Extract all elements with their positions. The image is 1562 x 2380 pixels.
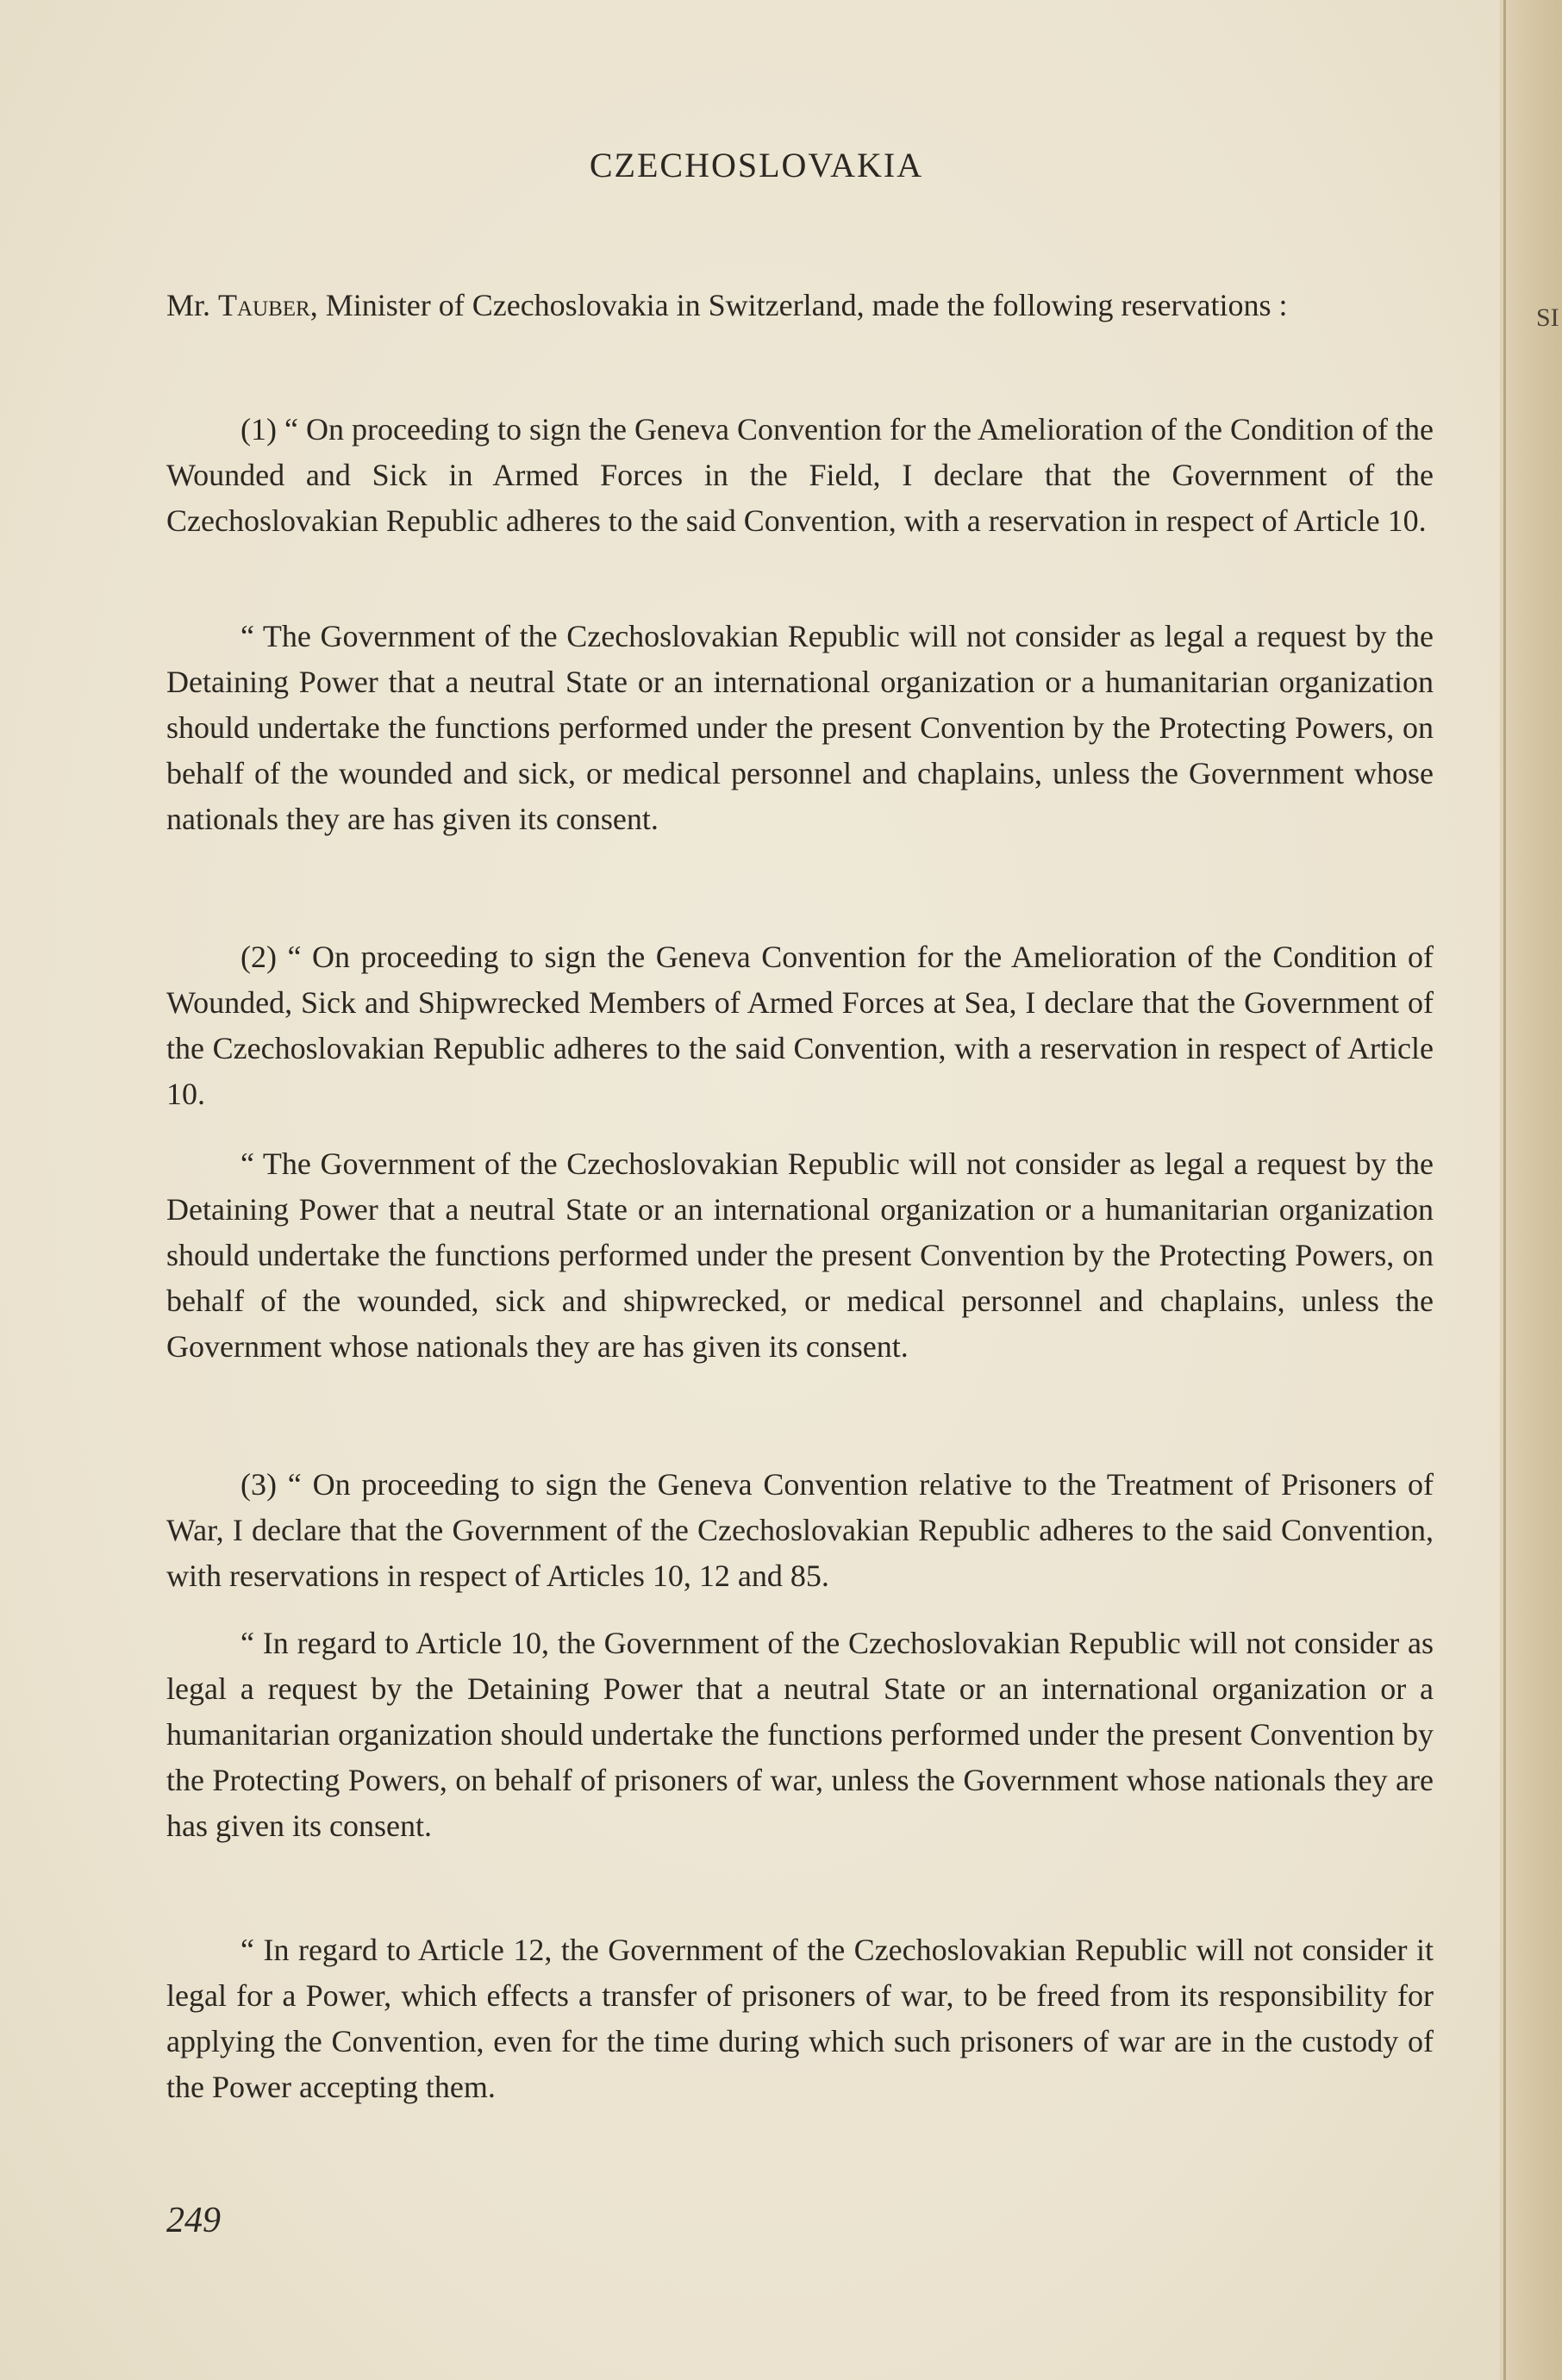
page-fold-line	[1503, 0, 1506, 2380]
intro-rest: , Minister of Czechoslovakia in Switzerland, made the following reservations :	[309, 288, 1288, 322]
reservation-2-detail-paragraph: “ The Government of the Czechoslovakian Republic will not consider as legal a request by the Detaining Power that a neutral State or an international organization or a humanitarian organization should undertake the functions performed under the present Convention by the Protecting Powers, on behalf of the wounded, sick and shipwrecked, or medical personnel and chaplains, unless the Government whose nationals they are has given its consent.	[166, 1146, 1434, 1364]
reservation-1-paragraph: (1) “ On proceeding to sign the Geneva Convention for the Amelioration of the Condition of the Wounded and Sick in Armed Forces in the Field, I declare that the Government of the Czechoslovakian Republic adheres to the said Convention, with a reservation in respect of Article 10.	[166, 412, 1434, 538]
minister-name: Tauber	[218, 288, 310, 322]
facing-page-edge	[1500, 0, 1562, 2380]
reservation-2-paragraph: (2) “ On proceeding to sign the Geneva Convention for the Amelioration of the Condition of Wounded, Sick and Shipwrecked Members of Armed Forces at Sea, I declare that the Government of the Czechoslovakian Republic adheres to the said Convention, with a reservation in respect of Article 10.	[166, 940, 1434, 1111]
reservation-1-detail-paragraph: “ The Government of the Czechoslovakian Republic will not consider as legal a request by the Detaining Power that a neutral State or an international organization or a humanitarian organization should undertake the functions performed under the present Convention by the Protecting Powers, on behalf of the wounded and sick, or medical personnel and chaplains, unless the Government whose nationals they are has given its consent.	[166, 619, 1434, 836]
intro-prefix: Mr.	[166, 288, 219, 322]
article-10-paragraph: “ In regard to Article 10, the Government of the Czechoslovakian Republic will not consider as legal a request by the Detaining Power that a neutral State or an international organization or a humanitarian organization should undertake the functions performed under the present Convention by the Protecting Powers, on behalf of prisoners of war, unless the Government whose nationals they are has given its consent.	[166, 1626, 1434, 1843]
article-12-paragraph: “ In regard to Article 12, the Government of the Czechoslovakian Republic will not consider it legal for a Power, which effects a transfer of prisoners of war, to be freed from its responsibility for applying the Convention, even for the time during which such prisoners of war are in the custody of the Power accepting them.	[166, 1933, 1434, 2104]
page-number: 249	[166, 2201, 221, 2240]
reservation-3-paragraph: (3) “ On proceeding to sign the Geneva Convention relative to the Treatment of Prisoners of War, I declare that the Government of the Czechoslovakian Republic adheres to the said Convention, with reservations in respect of Articles 10, 12 and 85.	[166, 1467, 1434, 1593]
facing-page-margin-fragment: SI	[1536, 303, 1559, 332]
page-heading: CZECHOSLOVAKIA	[589, 146, 924, 184]
intro-paragraph	[166, 283, 1434, 328]
